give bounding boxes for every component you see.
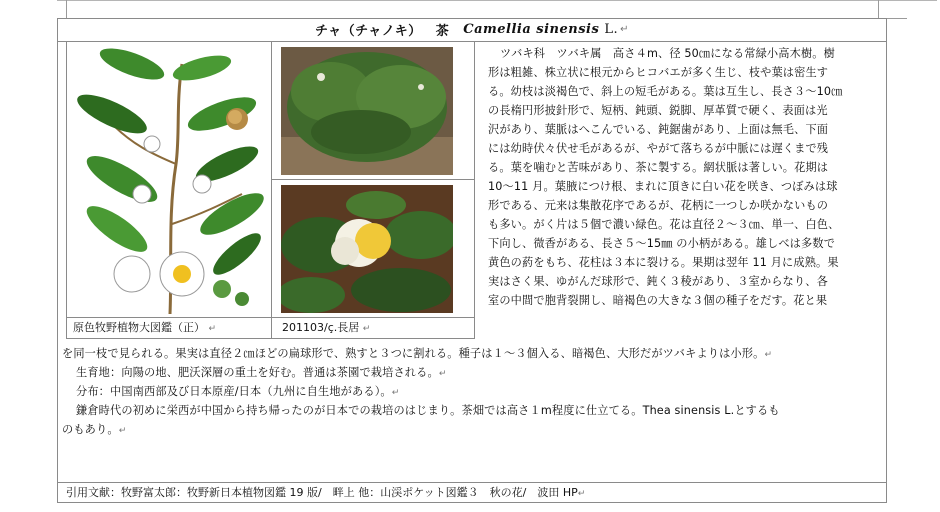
tea-flower-photo [281, 185, 453, 313]
body-line: も多い。がく片は５個で濃い緑色。花は直径２～３㎝、単一、白色、 [488, 218, 840, 231]
body-line: 沢があり、葉脈はへこんでいる、鈍鋸歯があり、上面は無毛、下面 [488, 123, 829, 136]
distribution-text: 分布：中国南西部及び日本原産/日本（九州に自生地がある）。 [76, 385, 392, 398]
photo-caption-text: 201103/ç.長居 [282, 321, 360, 334]
paragraph-mark: ↵ [620, 24, 629, 35]
image-table-divider-vertical [271, 42, 272, 339]
photo-caption [282, 318, 370, 339]
paragraph-mark: ↵ [362, 324, 371, 334]
body-line: 10～11 月。葉腋につけ根、まれに頂きに白い花を咲き、つぼみは球 [488, 180, 838, 193]
body-line: には幼時伏々伏せ毛があるが、やがて落ちるが中脈には遅くまで残 [488, 142, 829, 155]
body-line: 形である、元来は集散花序であるが、花柄に一つしか咲かないもの [488, 199, 829, 212]
paragraph-mark: ↵ [764, 350, 773, 360]
tea-shrub-photo [281, 47, 453, 175]
body-line: ツバキ科 ツバキ属 高さ４m、径 50㎝になる常緑小高木樹。樹 [500, 47, 835, 60]
body-line: る。葉を噛むと苦味があり、茶に製する。網状脈は著しい。花期は [488, 161, 829, 174]
references-text: 引用文献：牧野富太郎：牧野新日本植物図鑑 19 版/ 畔上 他：山渓ポケット図鑑３ 秋の花/ 波田 HP [66, 486, 578, 499]
body-line: 黄色の葯をもち、花柱は３本に裂ける。果期は翌年 11 月に成熟。果 [488, 256, 839, 269]
illustration-caption-text: 原色牧野植物大図鑑（正） [73, 321, 205, 334]
body-line: 下向し、微香がある、長さ５～15㎜ の小柄がある。雄しべは多数で [488, 237, 836, 250]
body-line: る。幼枝は淡褐色で、斜上の短毛がある。葉は互生し、長さ３～10㎝ [488, 85, 843, 98]
paragraph-mark: ↵ [577, 489, 586, 499]
paragraph-mark: ↵ [391, 388, 400, 398]
paragraph-mark: ↵ [438, 369, 447, 379]
body-line: 室の中間で胞背裂開し、暗褐色の大きな３個の種子をだす。花と果 [488, 294, 828, 307]
title-author: L. [604, 22, 619, 37]
history-line-end [62, 420, 126, 441]
botanical-illustration [72, 44, 267, 316]
full-line-text: を同一枝で見られる。果実は直径２㎝ほどの扁球形で、熟すと３つに割れる。種子は１～３個入る、暗褐色、大形だがツバキよりは小形。 [62, 347, 765, 360]
image-table-divider-horizontal [271, 179, 475, 180]
paragraph-mark: ↵ [118, 426, 127, 436]
references-row [57, 482, 887, 503]
title-kanji: 茶 [435, 24, 450, 39]
margin-mark-left [66, 0, 67, 18]
margin-mark-right [878, 0, 879, 18]
history-end-text: のもあり。 [62, 423, 119, 436]
body-line: の長楕円形披針形で、短柄、鈍頭、鋭脚、厚革質で硬く、表面は光 [488, 104, 828, 117]
history-line: 鎌倉時代の初めに栄西が中国から持ち帰ったのが日本での栽培のはじまり。茶畑では高さ１m程度に仕立てる。Thea sinensis L.とするも [76, 404, 780, 417]
paragraph-mark: ↵ [208, 324, 217, 334]
margin-mark-top-right [887, 18, 907, 19]
habitat-text: 生育地：向陽の地、肥沃深層の重土を好む。普通は茶園で栽培される。 [76, 366, 439, 379]
illustration-caption [73, 318, 216, 339]
body-line: 実はさく果、ゆがんだ球形で、鈍く３稜があり、３室からなり、各 [488, 275, 828, 288]
title-kana: チャ（チャノキ） [315, 24, 422, 39]
body-line: 形は粗雑、株立状に根元からヒコバエが多く生じ、枝や葉は密生す [488, 66, 829, 79]
page-top-edge [57, 0, 937, 1]
title-scientific-name: Camellia sinensis [463, 22, 600, 37]
title-row [57, 18, 887, 42]
